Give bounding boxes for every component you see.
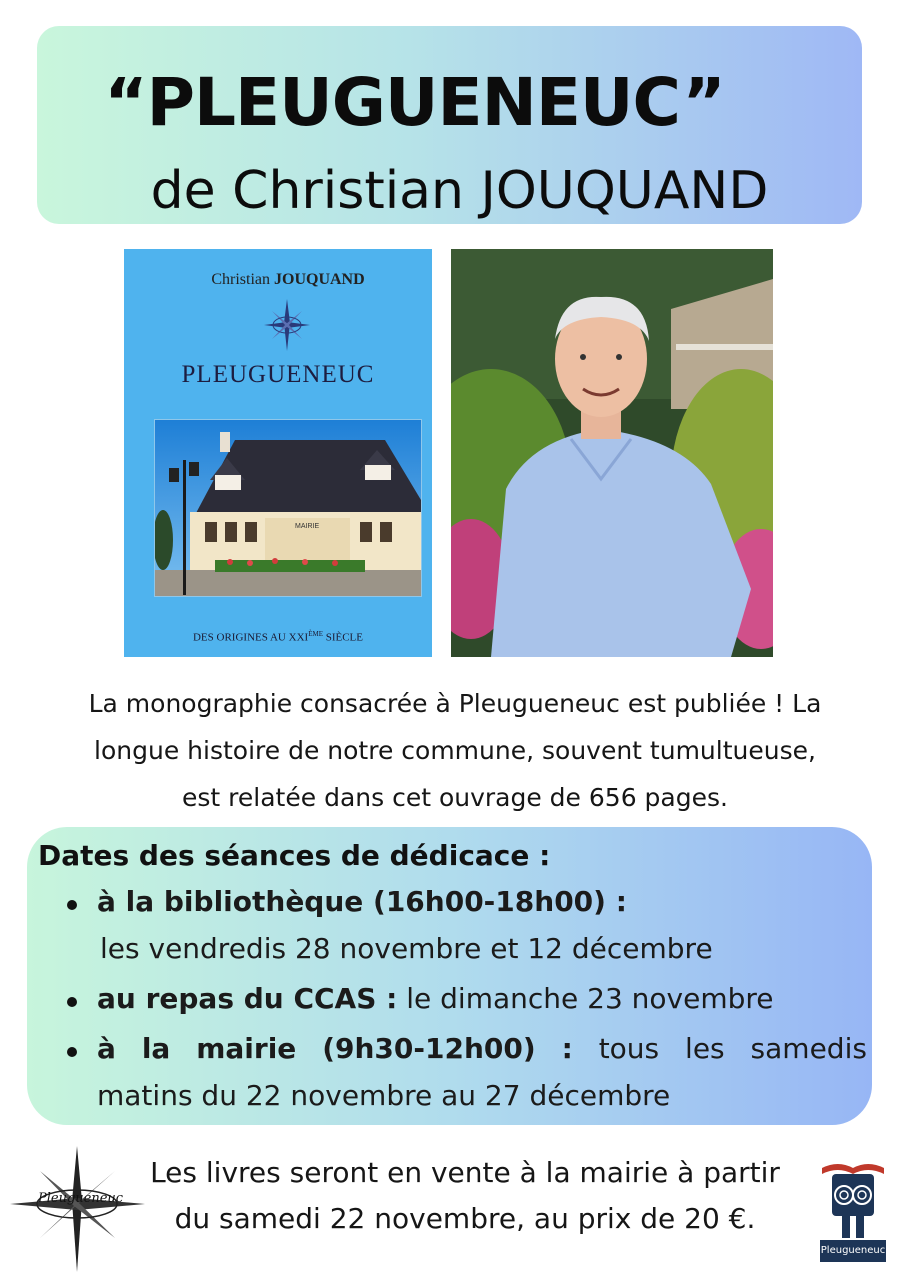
- cover-author-first: Christian: [211, 271, 270, 288]
- list-item-detail: les vendredis 28 novembre et 12 décembre: [100, 932, 713, 965]
- book-cover: [124, 249, 432, 657]
- author-photo: [451, 249, 773, 657]
- town-hall-photo: [154, 419, 422, 597]
- signing-dates-box: [27, 827, 872, 1125]
- cover-title: PLEUGUENEUC: [181, 361, 375, 388]
- pleugueneuc-compass-logo: [10, 1146, 145, 1272]
- page-subtitle: de Christian JOUQUAND: [150, 161, 769, 221]
- library-logo: [820, 1158, 886, 1268]
- sale-notice: Les livres seront en vente à la mairie à partir du samedi 22 novembre, au prix de 20 €.: [150, 1156, 780, 1235]
- title-banner: [37, 26, 862, 224]
- dates-heading: Dates des séances de dédicace :: [38, 839, 551, 872]
- list-item: au repas du CCAS : le dimanche 23 novembre: [97, 982, 774, 1015]
- bullet-icon: [67, 1047, 77, 1057]
- list-item: à la mairie (9h30-12h00) : tous les samedis: [97, 1032, 867, 1065]
- compass-emblem-icon: [262, 297, 312, 353]
- cover-subtitle: DES ORIGINES AU XXIÈME SIÈCLE: [192, 630, 363, 644]
- library-logo-label: Pleugueneuc: [820, 1240, 886, 1262]
- bullet-icon: [67, 900, 77, 910]
- cover-author-last: JOUQUAND: [274, 271, 365, 288]
- page-title: “PLEUGUENEUC”: [104, 64, 725, 141]
- bullet-icon: [67, 997, 77, 1007]
- mairie-sign: MAIRIE: [295, 523, 320, 530]
- cover-author: [134, 271, 442, 289]
- list-item: à la bibliothèque (16h00-18h00) :: [97, 885, 627, 918]
- intro-paragraph: La monographie consacrée à Pleugueneuc est publiée ! La longue histoire de notre commune, souvent tumultueuse, est relatée dans cet ouvrage de 656 pages.: [88, 689, 822, 812]
- svg-text:Pleugueneuc: Pleugueneuc: [38, 1191, 124, 1206]
- list-item-detail: matins du 22 novembre au 27 décembre: [97, 1079, 671, 1112]
- book-reader-icon: [820, 1158, 886, 1240]
